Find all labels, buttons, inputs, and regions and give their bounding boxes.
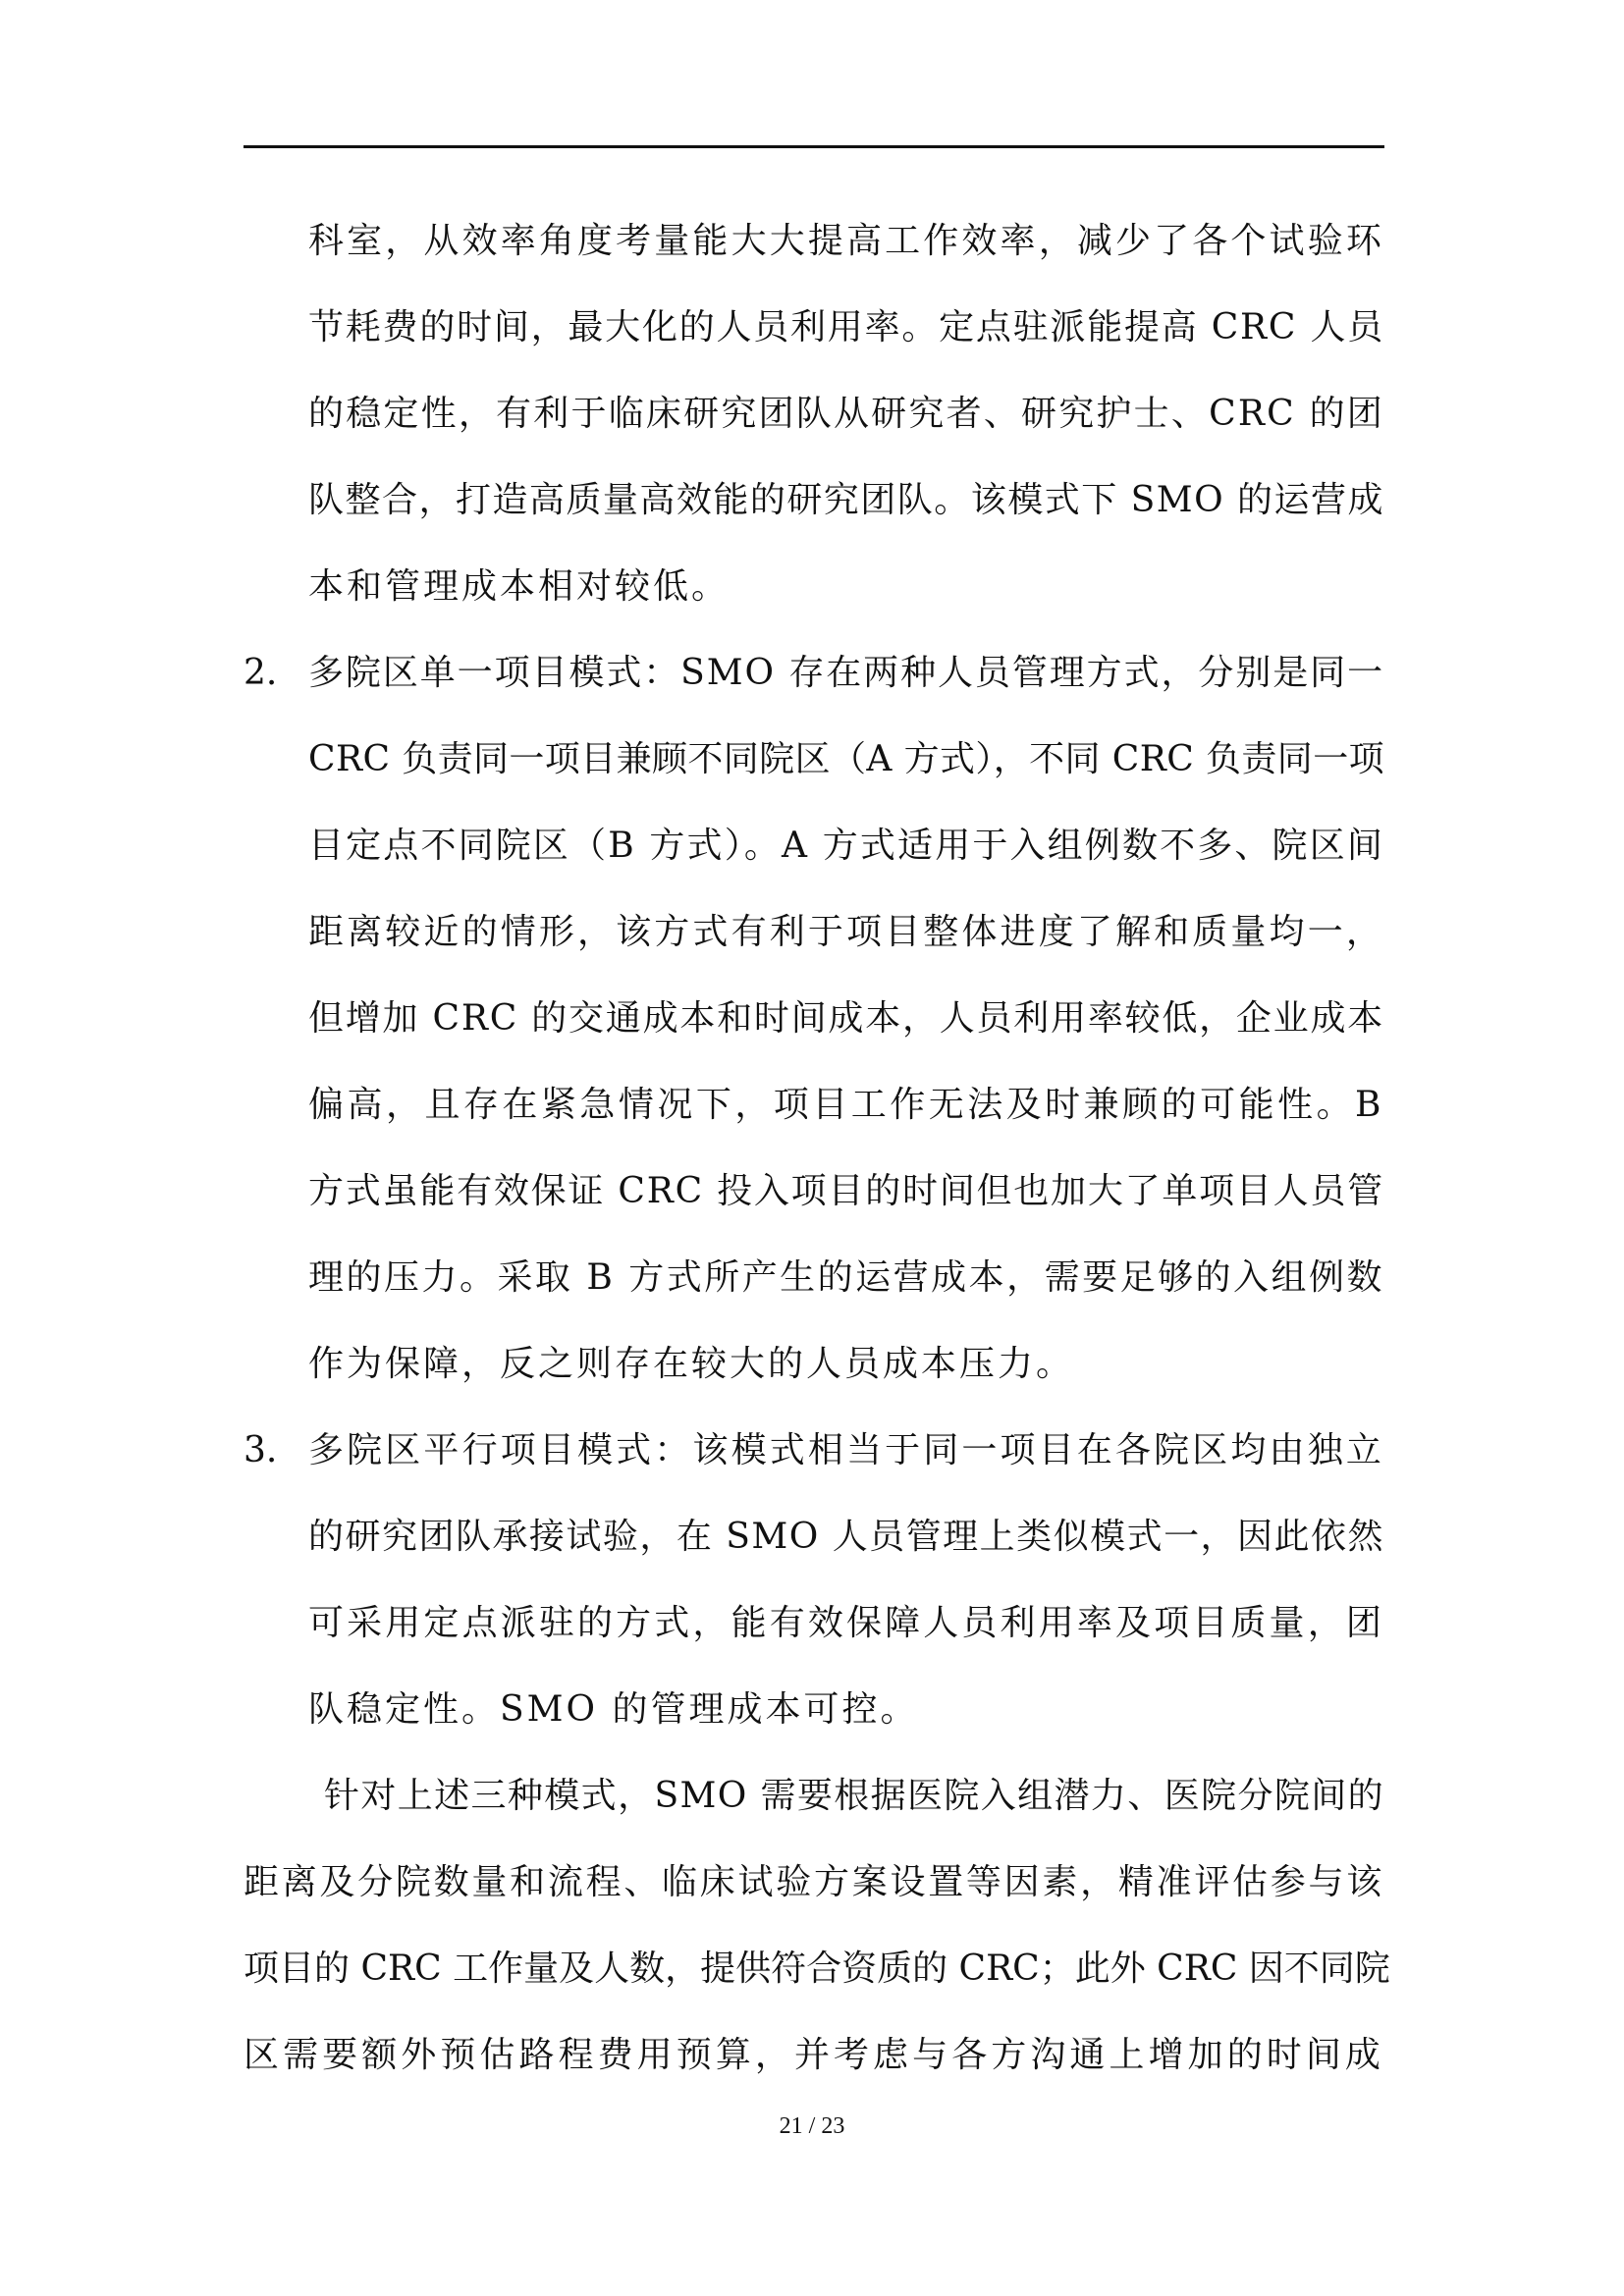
body-line: 目定点不同院区（B 方式）。A 方式适用于入组例数不多、院区间 (308, 826, 1384, 866)
body-line: 针对上述三种模式，SMO 需要根据医院入组潜力、医院分院间的 (324, 1776, 1384, 1816)
body-line: 多院区平行项目模式：该模式相当于同一项目在各院区均由独立 (308, 1430, 1384, 1470)
body-line: 的稳定性，有利于临床研究团队从研究者、研究护士、CRC 的团 (308, 394, 1384, 434)
body-line: 的研究团队承接试验，在 SMO 人员管理上类似模式一，因此依然 (308, 1517, 1384, 1557)
body-line: 距离较近的情形，该方式有利于项目整体进度了解和质量均一， (308, 912, 1384, 952)
body-line: 本和管理成本相对较低。 (308, 566, 731, 607)
body-line: 区需要额外预估路程费用预算，并考虑与各方沟通上增加的时间成 (244, 2035, 1384, 2075)
body-line: 偏高，且存在紧急情况下，项目工作无法及时兼顾的可能性。B (308, 1085, 1384, 1125)
body-line: 但增加 CRC 的交通成本和时间成本，人员利用率较低，企业成本 (308, 998, 1384, 1039)
body-line: 项目的 CRC 工作量及人数，提供符合资质的 CRC；此外 CRC 因不同院 (244, 1949, 1390, 1989)
header-rule (244, 145, 1384, 148)
body-line: 方式虽能有效保证 CRC 投入项目的时间但也加大了单项目人员管 (308, 1171, 1384, 1211)
body-line: 多院区单一项目模式：SMO 存在两种人员管理方式，分别是同一 (308, 653, 1384, 693)
body-line: 作为保障，反之则存在较大的人员成本压力。 (308, 1344, 1075, 1384)
body-line: 科室，从效率角度考量能大大提高工作效率，减少了各个试验环 (308, 221, 1384, 261)
body-line: 节耗费的时间，最大化的人员利用率。定点驻派能提高 CRC 人员 (308, 307, 1384, 347)
body-line: 可采用定点派驻的方式，能有效保障人员利用率及项目质量，团 (308, 1603, 1384, 1643)
list-number: 2. (244, 653, 278, 693)
body-line: 队稳定性。SMO 的管理成本可控。 (308, 1689, 919, 1730)
page-number: 21 / 23 (779, 2113, 845, 2139)
body-line: CRC 负责同一项目兼顾不同院区（A 方式），不同 CRC 负责同一项 (308, 739, 1384, 779)
body-line: 队整合，打造高质量高效能的研究团队。该模式下 SMO 的运营成 (308, 480, 1384, 520)
body-line: 理的压力。采取 B 方式所产生的运营成本，需要足够的入组例数 (308, 1257, 1384, 1298)
body-line: 距离及分院数量和流程、临床试验方案设置等因素，精准评估参与该 (244, 1862, 1384, 1902)
list-number: 3. (244, 1430, 278, 1470)
